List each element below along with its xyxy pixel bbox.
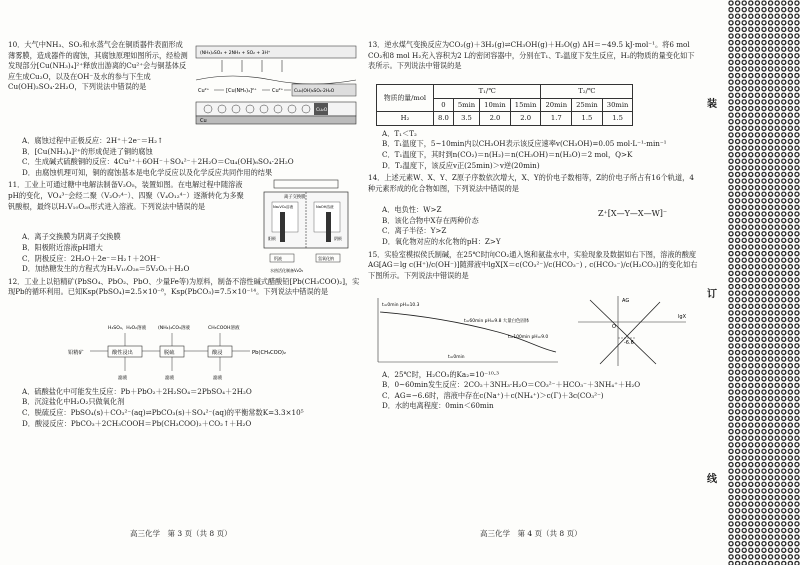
- table-time: 20min: [541, 98, 572, 112]
- question-15-option-b: B．0~60min发生反应：2CO₂＋3NH₃·H₂O＝CO₃²⁻＋HCO₃⁻＋3NH₄⁺＋H₂O: [382, 380, 641, 390]
- question-13-table: [376, 84, 633, 126]
- question-14-structure: Z⁺[X—Y—X—W]⁻: [598, 209, 668, 219]
- question-15-stem: 15．实验室模拟侯氏制碱，在25℃时向CO₂通入饱和氨盐水中，实验现象及数据如右下图，溶液的酸度AG[AG＝lg c(H⁺)/c(OH⁻)]随滞液中lgX[X＝c(CO₃²⁻)/c(HCO₃⁻) , c(HCO₃⁻)/c(H₂CO₃)]的变化如右下图所示。下列说法中错误的是: [368, 249, 698, 280]
- table-species: H₂: [377, 112, 434, 126]
- left-column: [8, 40, 360, 431]
- table-time: 15min: [510, 98, 541, 112]
- fig10-label-top: (NH₃)₂SO₄ + 2NH₃ + SO₂ + 3H⁺: [200, 51, 271, 56]
- fig10-label-cu: Cu: [200, 118, 207, 124]
- binding-word-ding: 订: [707, 289, 717, 300]
- table-value: 2.0: [480, 112, 511, 126]
- ag-lgx-graph: [578, 296, 687, 366]
- table-time: 25min: [572, 98, 603, 112]
- binding-margin: [704, 0, 800, 565]
- graph1-label-end: t=100min pH=9.0: [508, 334, 549, 340]
- question-14-stem: 14．上述元素W、X、Y、Z原子序数依次增大，X、Y的价电子数相等，Z的价电子所占有16个轨道，4种元素形成的化合物如图，下列说法中错误的是: [368, 173, 694, 193]
- flow-reagent-2: (NH₄)₂CO₃溶液: [158, 325, 191, 331]
- right-column: [368, 40, 698, 414]
- fig10-label-product: Cu₄(OH)₆SO₄·2H₂O: [294, 89, 335, 94]
- question-12-flowchart: [8, 321, 360, 387]
- graph2-label-origin: O: [612, 323, 616, 330]
- table-t1-header: T₁/℃: [434, 85, 541, 99]
- flow-box-acidleach: 酸浸: [212, 349, 223, 356]
- flow-filtrate-1: 滤液: [118, 375, 128, 381]
- table-value: 1.5: [572, 112, 603, 126]
- question-13-stem: 13．逆水煤气变换反应为CO₂(g)＋3H₂(g)⇌CH₃OH(g)＋H₂O(g) ΔH＝−49.5 kJ·mol⁻¹。将6 mol CO₂和8 mol H₂充入容积为2 L的密闭容器中，分别在T₁、T₂温度下发生反应，H₂的物质的量变化如下表所示。下列说法中错误的是: [368, 40, 695, 71]
- flow-box-desulfur: 脱硫: [164, 349, 175, 356]
- fig11-label-cathode: 阴极: [334, 236, 342, 242]
- fig10-label-complex: [Cu(NH₃)₄]²⁺: [226, 88, 257, 94]
- fig10-label-cu1: Cu²⁺: [198, 88, 210, 94]
- graph2-label-ag: AG: [622, 297, 630, 304]
- question-10-stem: 10．大气中NH₃、SO₂和水蒸气会在铜质器件表面形成薄雾膜，造成器件的腐蚀，其腐蚀原理如图所示，经检测发现部分[Cu(NH₃)₄]²⁺释放出游离的Cu²⁺会与铜基体反应生成Cu₂O，以及在OH⁻及水的参与下生成Cu(OH)₂SO₄·2H₂O，下列说法中错误的是: [8, 40, 188, 92]
- flow-box-ore: 铅精矿: [68, 349, 84, 356]
- question-10: [8, 40, 360, 178]
- graph1-label-start: t=0min pH=10.3: [382, 302, 420, 308]
- question-15: [368, 250, 698, 412]
- flow-reagent-1: H₂SO₄、H₂O₂溶液: [108, 325, 147, 331]
- question-14-option-d: D．氧化物对应的水化物的pH：Z>Y: [382, 236, 501, 246]
- question-13: [368, 40, 698, 171]
- question-14: [368, 173, 698, 247]
- flow-reagent-3: CH₃COOH溶液: [208, 325, 240, 331]
- question-10-option-c: C．生成碱式硫酸铜的反应：4Cu²⁺＋6OH⁻＋SO₄²⁻＋2H₂O＝Cu₄(OH)₆SO₄·2H₂O: [22, 157, 294, 167]
- question-14-option-b: B．该化合物中X存在两种价态: [382, 215, 479, 225]
- question-12-option-d: D．酸浸反应：PbCO₃＋2CH₃COOH＝Pb(CH₃COO)₂＋CO₂↑＋H₂O: [22, 418, 252, 428]
- question-15-option-a: A．25℃时，H₂CO₃的Ka₂=10⁻¹⁰·³: [382, 369, 499, 379]
- flow-box-leach: 酸性浸出: [112, 349, 133, 356]
- table-time: 30min: [602, 98, 633, 112]
- table-value: 3.5: [453, 112, 479, 126]
- graph1-label-mid: t=60min pH=9.8 大量白色固体: [464, 318, 530, 324]
- table-row-header: 物质的量/mol: [377, 85, 434, 112]
- binding-word-xian: 线: [707, 474, 717, 485]
- footer-page-4: 高三化学 第 4 页（共 8 页）: [480, 529, 582, 538]
- fig10-label-cu2o: Cu₂O: [316, 108, 328, 113]
- question-11-option-c: C．阴极反应：2H₂O＋2e⁻＝H₂↑＋2OH⁻: [22, 253, 161, 263]
- binding-word-zhuang: 装: [707, 99, 717, 110]
- binding-dot-pattern: [728, 0, 800, 565]
- table-time: 5min: [453, 98, 479, 112]
- table-value: 1.7: [541, 112, 572, 126]
- question-13-option-d: D．T₂温度下，该反应v正(25min)＞v逆(20min): [382, 160, 540, 170]
- table-value: 1.5: [602, 112, 633, 126]
- graph1-label-axis: t=0min: [448, 354, 465, 360]
- question-15-option-c: C．AG=−6.6时，溶液中存在c(Na⁺)＋c(NH₄⁺)＞c(Γ)＋3c(CO₃²⁻): [382, 390, 604, 400]
- question-15-figures: [368, 292, 698, 370]
- flow-box-product: Pb(CH₃COO)₂: [252, 349, 286, 356]
- table-t2-header: T₂/℃: [541, 85, 633, 99]
- flow-filtrate-3: 滤液: [213, 375, 223, 381]
- table-value: 8.0: [434, 112, 454, 126]
- question-12: [8, 277, 360, 429]
- question-11-option-b: B．阳极附近溶液pH增大: [22, 242, 103, 252]
- question-10-option-a: A．腐蚀过程中正极反应：2H⁺＋2e⁻＝H₂↑: [22, 136, 164, 145]
- table-time: 10min: [480, 98, 511, 112]
- question-15-option-d: D．水的电离程度：0min＜60min: [382, 401, 494, 411]
- question-11-option-a: A．离子交换膜为阴离子交换膜: [22, 232, 121, 242]
- question-11-figure: [254, 178, 358, 278]
- graph2-label-lgx: lgX: [678, 313, 686, 320]
- question-13-option-b: B．T₁温度下，5~10min内以CH₃OH表示该反应速率v(CH₃OH)=0.05 mol·L⁻¹·min⁻¹: [382, 139, 667, 149]
- question-11-option-d: D．加热糖发生的方程式为H₂V₁₀O₂₈＝5V₂O₅＋H₂O: [22, 264, 190, 274]
- fig10-label-cu2: Cu²⁺: [272, 88, 284, 94]
- question-12-option-b: B．沉淀盐化中H₂O₂只做氧化剂: [22, 397, 125, 407]
- table-time: 0: [434, 98, 454, 112]
- question-10-figure: [192, 42, 360, 140]
- fig11-label-membrane: 离子交换膜: [284, 195, 306, 201]
- question-10-option-b: B．[Cu(NH₃)₄]²⁺的形成促进了铜的腐蚀: [22, 146, 153, 156]
- question-14-option-a: A．电负性：W>Z: [382, 205, 442, 215]
- fig11-label-naoh: 氢氧化钠: [318, 256, 334, 262]
- fig11-caption: 水热活化制备V₂O₅: [270, 268, 304, 274]
- fig11-label-vanadium: 钒液: [274, 256, 282, 262]
- question-12-option-c: C．脱硫反应：PbSO₄(s)＋CO₃²⁻(aq)⇌PbCO₃(s)＋SO₄²⁻(aq)的平衡常数K=3.3×10⁵: [22, 407, 304, 417]
- graph2-label-value: -6.6: [624, 339, 634, 346]
- question-11: [8, 180, 360, 274]
- question-14-option-c: C．离子半径：Y>Z: [382, 226, 447, 236]
- question-12-option-a: A．硫酸盐化中可能发生反应：Pb＋PbO₂＋2H₂SO₄＝2PbSO₄＋2H₂O: [22, 386, 252, 396]
- footer-page-3: 高三化学 第 3 页（共 8 页）: [130, 529, 232, 538]
- fig11-label-anolyte: Na₃VO₄溶液: [273, 205, 294, 210]
- ph-time-graph: [378, 298, 558, 362]
- question-12-stem: 12．工业上以铅精矿(PbSO₄、PbO₂、PbO、少量Fe等)为原料，制备不溶性碱式醋酸铅[Pb(CH₃COO)₂]，实现Pb的循环利用。已知Ksp(PbSO₄)=2.5×10⁻⁸，Ksp(PbCO₃)=7.5×10⁻¹⁴。下列说法中错误的是: [8, 276, 360, 297]
- question-10-option-d: D．由腐蚀机理可知，铜的腐蚀基本是电化学反应以及化学反应共同作用的结果: [22, 167, 273, 177]
- table-value: 2.0: [510, 112, 541, 126]
- fig11-label-catholyte: NaOH溶液: [316, 205, 334, 210]
- question-13-option-a: A．T₁＜T₂: [382, 128, 417, 138]
- question-13-option-c: C．T₁温度下，其时到n(CO₂)＝n(H₂)＝n(CH₃OH)＝n(H₂O)＝2 mol，Q>K: [382, 149, 633, 159]
- flow-filtrate-2: 滤液: [165, 375, 175, 381]
- fig11-label-anode: 阳极: [268, 236, 276, 242]
- question-11-stem: 11．工业上可通过糖中电解法制备V₂O₅，装置如图。在电解过程中随溶液pH的变化，VO₄³⁻会经二聚（V₂O₇⁴⁻）、四聚（V₄O₁₂⁴⁻）逐渐转化为多聚钒酸根，最终以H₂V₁₀O₂₈形式进入溶液。下列说法中错误的是: [8, 180, 244, 211]
